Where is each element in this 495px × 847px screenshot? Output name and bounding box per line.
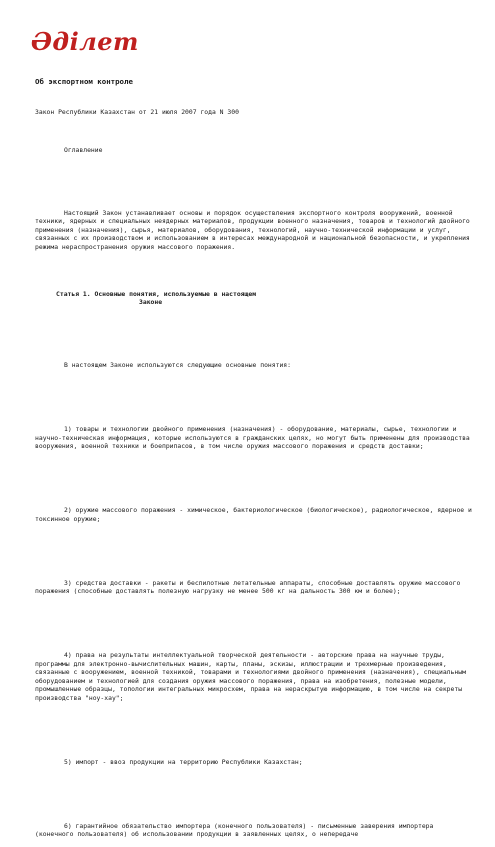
definition-item-4: 4) права на результаты интеллектуальной творческой деятельности - авторские права на научные труды, программы для электронно-вычислительных машин, карты, планы, эскизы, иллюстрации и трехмерные произведения, связанные с вооружением, военной техникой, товарами и технологиями двойного применения (назначения), специальным оборудованием и технологией для создания оружия массового поражения, права на изобретения, полезные модели, промышленные образцы, топологии интегральных микросхем, права на нераскрытую информацию, в том числе на секреты производства "ноу-хау"; xyxy=(35,651,470,702)
article-1-heading-line1: Статья 1. Основные понятия, используемые в настоящем xyxy=(56,289,257,298)
definition-item-2: 2) оружие массового поражения - химическое, бактериологическое (биологическое), радиологическое, ядерное и токсинное оружие; xyxy=(35,506,476,523)
definition-item-5: 5) импорт - ввоз продукции на территорию Республики Казахстан; xyxy=(64,757,303,766)
definition-item-6: 6) гарантийное обязательство импортера (конечного пользователя) - письменные заверения импортера (конечного пользователя) об использовании продукции в заявленных целях, о непередаче xyxy=(35,821,438,838)
article-1-heading xyxy=(56,290,475,307)
toc-link[interactable]: Оглавление xyxy=(64,145,103,154)
document-title: Об экспортном контроле xyxy=(35,77,133,86)
document-body xyxy=(35,60,475,847)
logo-wordmark: Әділет xyxy=(31,27,139,56)
adilet-logo xyxy=(29,26,149,60)
article-1-intro: В настоящем Законе используются следующие основные понятия: xyxy=(64,361,292,369)
definition-item-1: 1) товары и технологии двойного применения (назначения) - оборудование, материалы, сырье, технологии и научно-техническая информация, которые используются в гражданских целях, но могут быть применены для производства вооружения, военной техники и боеприпасов, в том числе оружия массового поражения и средств доставки; xyxy=(35,425,474,450)
definition-item-3: 3) средства доставки - ракеты и беспилотные летательные аппараты, способные доставлять оружие массового поражения (способные доставлять полезную нагрузку не менее 500 кг на дальность 300 км и более); xyxy=(35,578,465,595)
article-1-heading-line2: Законе xyxy=(139,298,163,306)
preamble-paragraph: Настоящий Закон устанавливает основы и порядок осуществления экспортного контроля вооружений, военной техники, ядерных и специальных неядерных материалов, продукции военного назначения, товаров и технологий двойного применения (назначения), сырья, материалов, оборудования, технологий, научно-технической информации и услуг, связанных с их производством и использованием в интересах международной и национальной безопасности, и укрепления режима нераспространения оружия массового поражения. xyxy=(35,208,474,251)
adilet-logo-graphic xyxy=(29,26,149,60)
document-subtitle: Закон Республики Казахстан от 21 июля 2007 года N 300 xyxy=(35,108,239,116)
